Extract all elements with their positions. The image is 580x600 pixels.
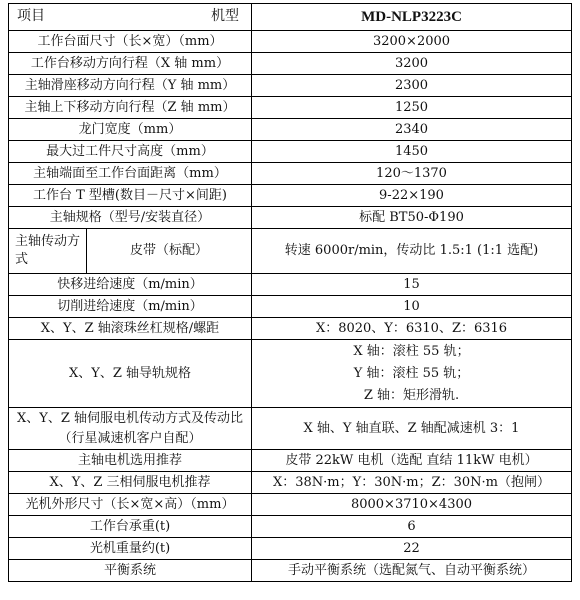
row-value: 1250 [252, 97, 572, 119]
spindle-drive-value: 转速 6000r/min，传动比 1.5:1 (1:1 选配) [252, 229, 572, 274]
row-label: X、Y、Z 三相伺服电机推荐 [9, 472, 252, 494]
table-row [9, 31, 572, 53]
row-value: 2340 [252, 119, 572, 141]
servo-drive-label: X、Y、Z 轴伺服电机传动方式及传动比（行星减速机客户自配） [9, 408, 252, 450]
table-row [9, 318, 572, 340]
header-row [9, 4, 572, 31]
row-value: 2300 [252, 75, 572, 97]
table-row [9, 185, 572, 207]
row-label: 平衡系统 [9, 560, 252, 582]
row-label: 工作台 T 型槽(数目－尺寸×间距) [9, 185, 252, 207]
row-value: 皮带 22kW 电机（选配 直结 11kW 电机） [252, 450, 572, 472]
table-row [9, 75, 572, 97]
model-name: MD-NLP3223C [252, 4, 572, 31]
row-label: 快移进给速度（m/min） [9, 274, 252, 296]
guide-rail-label: X、Y、Z 轴导轨规格 [9, 340, 252, 408]
row-value: X：8020、Y：6310、Z：6316 [252, 318, 572, 340]
item-header: 项目 [17, 8, 45, 24]
table-row [9, 450, 572, 472]
table-row [9, 207, 572, 229]
row-label: 工作台承重(t) [9, 516, 252, 538]
row-label: 主轴上下移动方向行程（Z 轴 mm） [9, 97, 252, 119]
servo-drive-row [9, 408, 572, 450]
guide-rail-values [252, 340, 572, 408]
row-label: 主轴电机选用推荐 [9, 450, 252, 472]
guide-rail-x: X 轴：滚柱 55 轨； [353, 343, 470, 359]
row-value: 120～1370 [252, 163, 572, 185]
row-value: 10 [252, 296, 572, 318]
guide-rail-y: Y 轴：滚柱 55 轨； [353, 365, 470, 381]
row-value: 8000×3710×4300 [252, 494, 572, 516]
row-label: 主轴滑座移动方向行程（Y 轴 mm） [9, 75, 252, 97]
row-label: 工作台面尺寸（长×宽）（mm） [9, 31, 252, 53]
table-row [9, 119, 572, 141]
table-row [9, 163, 572, 185]
header-corner-cell [9, 4, 252, 31]
row-value: 1450 [252, 141, 572, 163]
row-value: 22 [252, 538, 572, 560]
row-label: 主轴规格（型号/安装直径） [9, 207, 252, 229]
row-value: 3200 [252, 53, 572, 75]
row-label: 光机外形尺寸（长×宽×高）（mm） [9, 494, 252, 516]
spindle-drive-label: 主轴传动方式 [9, 229, 87, 274]
table-row [9, 97, 572, 119]
table-row [9, 274, 572, 296]
row-value: 15 [252, 274, 572, 296]
row-label: 主轴端面至工作台面距离（mm） [9, 163, 252, 185]
table-row [9, 538, 572, 560]
table-row [9, 516, 572, 538]
table-row [9, 141, 572, 163]
spec-table [8, 3, 572, 582]
table-row [9, 472, 572, 494]
row-label: 工作台移动方向行程（X 轴 mm） [9, 53, 252, 75]
table-row [9, 560, 572, 582]
row-value: 手动平衡系统（选配氮气、自动平衡系统） [252, 560, 572, 582]
guide-rail-row [9, 340, 572, 408]
guide-rail-z: Z 轴：矩形滑轨. [363, 387, 460, 403]
row-label: 光机重量约(t) [9, 538, 252, 560]
row-value: 标配 BT50-Φ190 [252, 207, 572, 229]
row-label: 龙门宽度（mm） [9, 119, 252, 141]
row-label: 最大过工件尺寸高度（mm） [9, 141, 252, 163]
servo-drive-value: X 轴、Y 轴直联、Z 轴配减速机 3：1 [252, 408, 572, 450]
spindle-drive-sublabel: 皮带（标配） [87, 229, 252, 274]
row-label: 切削进给速度（m/min） [9, 296, 252, 318]
row-label: X、Y、Z 轴滚珠丝杠规格/螺距 [9, 318, 252, 340]
row-value: 9-22×190 [252, 185, 572, 207]
row-value: 3200×2000 [252, 31, 572, 53]
table-row [9, 296, 572, 318]
model-header: 机型 [211, 8, 239, 24]
spindle-drive-row [9, 229, 572, 274]
table-row [9, 53, 572, 75]
table-row [9, 494, 572, 516]
row-value: 6 [252, 516, 572, 538]
row-value: X：38N·m；Y：30N·m；Z：30N·m（抱闸） [252, 472, 572, 494]
